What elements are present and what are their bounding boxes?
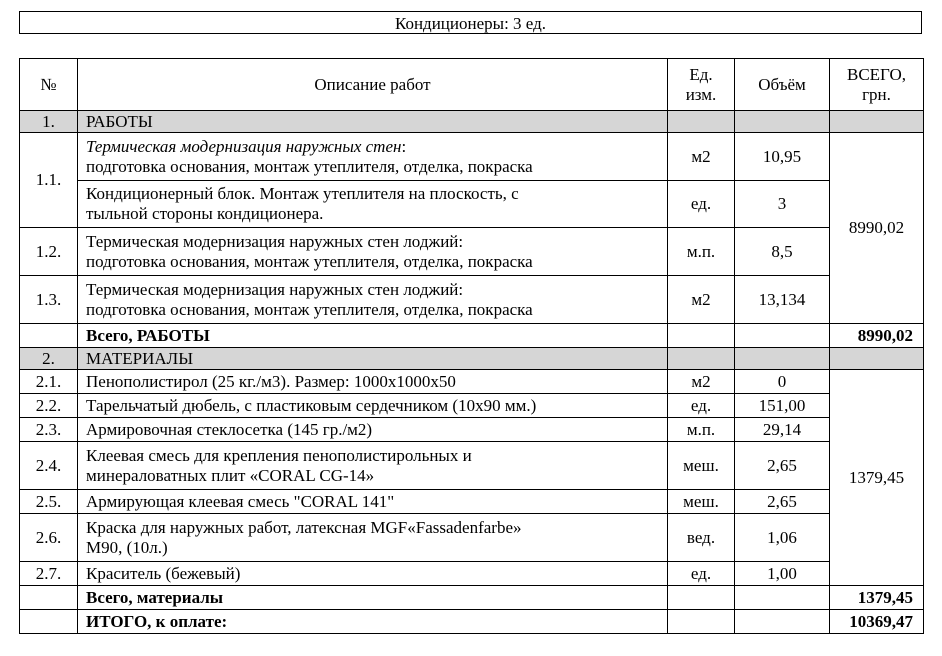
row-desc: Краска для наружных работ, латексная MGF«Fassadenfarbe» M90, (10л.) <box>78 514 668 562</box>
row-desc: Клеевая смесь для крепления пенополистирольных и минераловатных плит «CORAL CG-14» <box>78 442 668 490</box>
row-volume: 2,65 <box>735 490 830 514</box>
row-desc: Кондиционерный блок. Монтаж утеплителя на плоскость, с тыльной стороны кондиционера. <box>78 181 668 228</box>
row-num: 2.7. <box>20 562 78 586</box>
document-title: Кондиционеры: 3 ед. <box>19 11 922 34</box>
row-volume: 8,5 <box>735 228 830 276</box>
row-num: 1.2. <box>20 228 78 276</box>
table-row <box>20 514 924 562</box>
works-total-label: Всего, РАБОТЫ <box>78 324 668 348</box>
section-row-materials <box>20 348 924 370</box>
table-row <box>20 276 924 324</box>
row-unit: м2 <box>668 276 735 324</box>
row-num: 2.3. <box>20 418 78 442</box>
row-unit: м.п. <box>668 418 735 442</box>
row-num: 2.6. <box>20 514 78 562</box>
row-desc: Термическая модернизация наружных стен лоджий: подготовка основания, монтаж утеплителя, отделка, покраска <box>78 276 668 324</box>
table-row <box>20 370 924 394</box>
materials-total-value: 1379,45 <box>830 586 924 610</box>
row-desc: Краситель (бежевый) <box>78 562 668 586</box>
grand-total-label: ИТОГО, к оплате: <box>78 610 668 634</box>
row-unit: ед. <box>668 181 735 228</box>
table-row <box>20 228 924 276</box>
row-desc: Тарельчатый дюбель, с пластиковым сердечником (10х90 мм.) <box>78 394 668 418</box>
row-unit: меш. <box>668 490 735 514</box>
row-volume: 151,00 <box>735 394 830 418</box>
row-volume: 3 <box>735 181 830 228</box>
row-unit: м2 <box>668 133 735 181</box>
materials-group-total: 1379,45 <box>830 370 924 586</box>
grand-total-value: 10369,47 <box>830 610 924 634</box>
row-volume: 29,14 <box>735 418 830 442</box>
row-num: 2.5. <box>20 490 78 514</box>
section-row-works <box>20 111 924 133</box>
row-volume: 1,00 <box>735 562 830 586</box>
header-row <box>20 59 924 111</box>
row-desc: Пенополистирол (25 кг./м3). Размер: 1000х1000х50 <box>78 370 668 394</box>
row-unit: ед. <box>668 562 735 586</box>
works-total-value: 8990,02 <box>830 324 924 348</box>
row-num: 2.1. <box>20 370 78 394</box>
section-num: 2. <box>20 348 78 370</box>
row-unit: меш. <box>668 442 735 490</box>
estimate-table <box>19 58 924 634</box>
row-unit: ед. <box>668 394 735 418</box>
table-row <box>20 418 924 442</box>
materials-total-label: Всего, материалы <box>78 586 668 610</box>
section-label: МАТЕРИАЛЫ <box>78 348 668 370</box>
table-row <box>20 181 924 228</box>
row-unit: вед. <box>668 514 735 562</box>
row-desc: Армировочная стеклосетка (145 гр./м2) <box>78 418 668 442</box>
table-row <box>20 133 924 181</box>
row-num: 1.3. <box>20 276 78 324</box>
header-total: ВСЕГО, грн. <box>830 59 924 111</box>
section-num: 1. <box>20 111 78 133</box>
grand-total-row <box>20 610 924 634</box>
row-desc: Термическая модернизация наружных стен лоджий: подготовка основания, монтаж утеплителя, отделка, покраска <box>78 228 668 276</box>
section-label: РАБОТЫ <box>78 111 668 133</box>
table-row <box>20 442 924 490</box>
row-volume: 10,95 <box>735 133 830 181</box>
row-desc: Термическая модернизация наружных стен: подготовка основания, монтаж утеплителя, отделка, покраска <box>78 133 668 181</box>
header-unit: Ед. изм. <box>668 59 735 111</box>
row-volume: 13,134 <box>735 276 830 324</box>
row-num: 2.4. <box>20 442 78 490</box>
table-row <box>20 394 924 418</box>
header-desc: Описание работ <box>78 59 668 111</box>
works-group-total: 8990,02 <box>830 133 924 324</box>
row-num: 2.2. <box>20 394 78 418</box>
header-volume: Объём <box>735 59 830 111</box>
table-row <box>20 562 924 586</box>
row-unit: м2 <box>668 370 735 394</box>
row-volume: 1,06 <box>735 514 830 562</box>
header-num: № <box>20 59 78 111</box>
row-volume: 2,65 <box>735 442 830 490</box>
materials-total-row <box>20 586 924 610</box>
row-volume: 0 <box>735 370 830 394</box>
table-row <box>20 490 924 514</box>
row-unit: м.п. <box>668 228 735 276</box>
works-total-row <box>20 324 924 348</box>
row-num: 1.1. <box>20 133 78 228</box>
row-desc: Армирующая клеевая смесь "CORAL 141" <box>78 490 668 514</box>
